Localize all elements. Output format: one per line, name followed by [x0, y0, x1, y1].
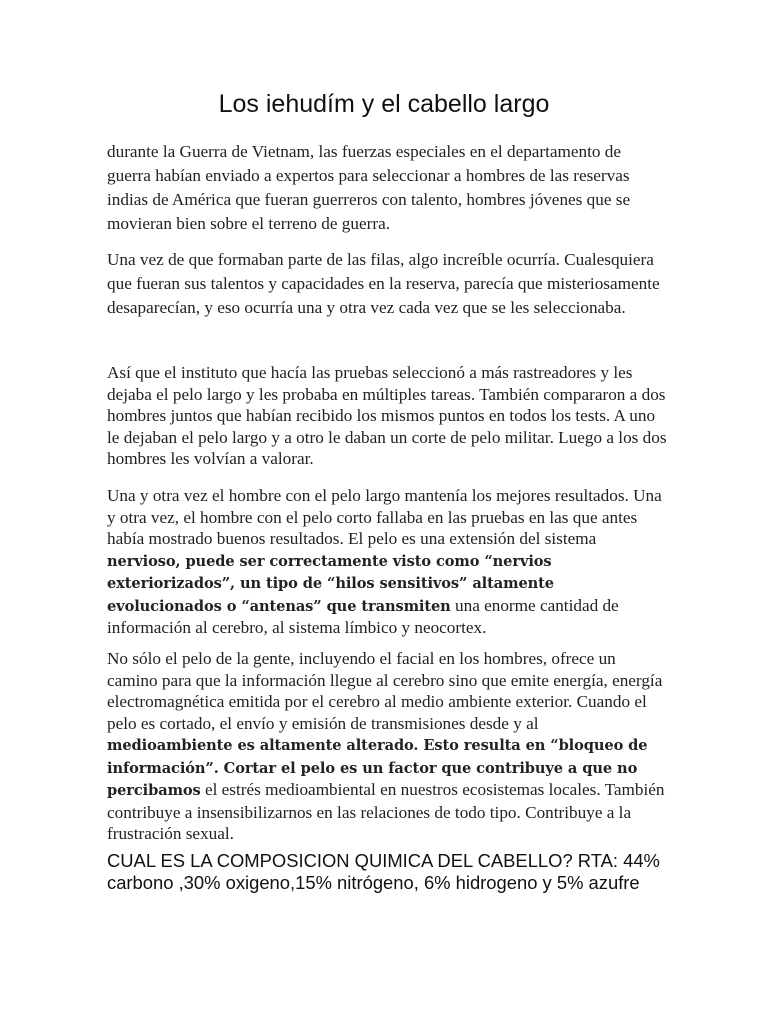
composition-answer: CUAL ES LA COMPOSICION QUIMICA DEL CABELLO? RTA: 44% carbono ,30% oxigeno,15% nitrógeno, 6% hidrogeno y 5% azufre: [107, 850, 660, 893]
paragraph-energia-text: No sólo el pelo de la gente, incluyendo el facial en los hombres, ofrece un camino para que la información llegue al cerebro sino que emite energía, energía electromagnética emitida por el cerebro al medio ambiente exterior. Cuando el pelo es cortado, el envío y emisión de transmisiones desde y al: [107, 649, 663, 733]
paragraph-energia-tail: el estrés medioambiental en nuestros ecosistemas locales. También contribuye a insensibilizarnos en las relaciones de todo tipo. Contribuye a la frustración sexual.: [107, 780, 665, 843]
paragraph-instituto: Así que el instituto que hacía las pruebas seleccionó a más rastreadores y les dejaba el pelo largo y les probaba en múltiples tareas. También compararon a dos hombres juntos que habían recibido los mismos puntos en todos los tests. A uno le dejaban el pelo largo y a otro le daban un corte de pelo militar. Luego a los dos hombres les volvían a valorar.: [107, 363, 667, 468]
paragraph-energia: [107, 648, 667, 845]
paragraph-energia-bold: medioambiente es altamente alterado. Esto resulta en “bloqueo de información”. Cortar el pelo es un factor que contribuye a que no percibamos: [107, 737, 648, 799]
paragraph-filas: Una vez de que formaban parte de las filas, algo increíble ocurría. Cualesquiera que fueran sus talentos y capacidades en la reserva, parecía que misteriosamente desaparecían, y eso ocurría una y otra vez cada vez que se les seleccionaba.: [107, 250, 660, 317]
paragraph-vietnam: durante la Guerra de Vietnam, las fuerzas especiales en el departamento de guerra habían enviado a expertos para seleccionar a hombres de las reservas indias de América que fueran guerreros con talento, hombres jóvenes que se movieran bien sobre el terreno de guerra.: [107, 142, 631, 233]
paragraph-resultados: [107, 485, 667, 639]
paragraph-resultados-bold: nervioso, puede ser correctamente visto como “nervios exteriorizados”, un tipo de “hilos sensitivos” altamente evolucionados o “antenas” que transmiten: [107, 552, 554, 615]
paragraph-resultados-tail: una enorme cantidad de información al cerebro, al sistema límbico y neocortex.: [107, 595, 619, 637]
paragraph-resultados-text: Una y otra vez el hombre con el pelo largo mantenía los mejores resultados. Una y otra vez, el hombre con el pelo corto fallaba en las pruebas en las que antes había mostrado buenos resultados. El pelo es una extensión del sistema: [107, 486, 662, 548]
document-title: Los iehudím y el cabello largo: [218, 90, 550, 118]
